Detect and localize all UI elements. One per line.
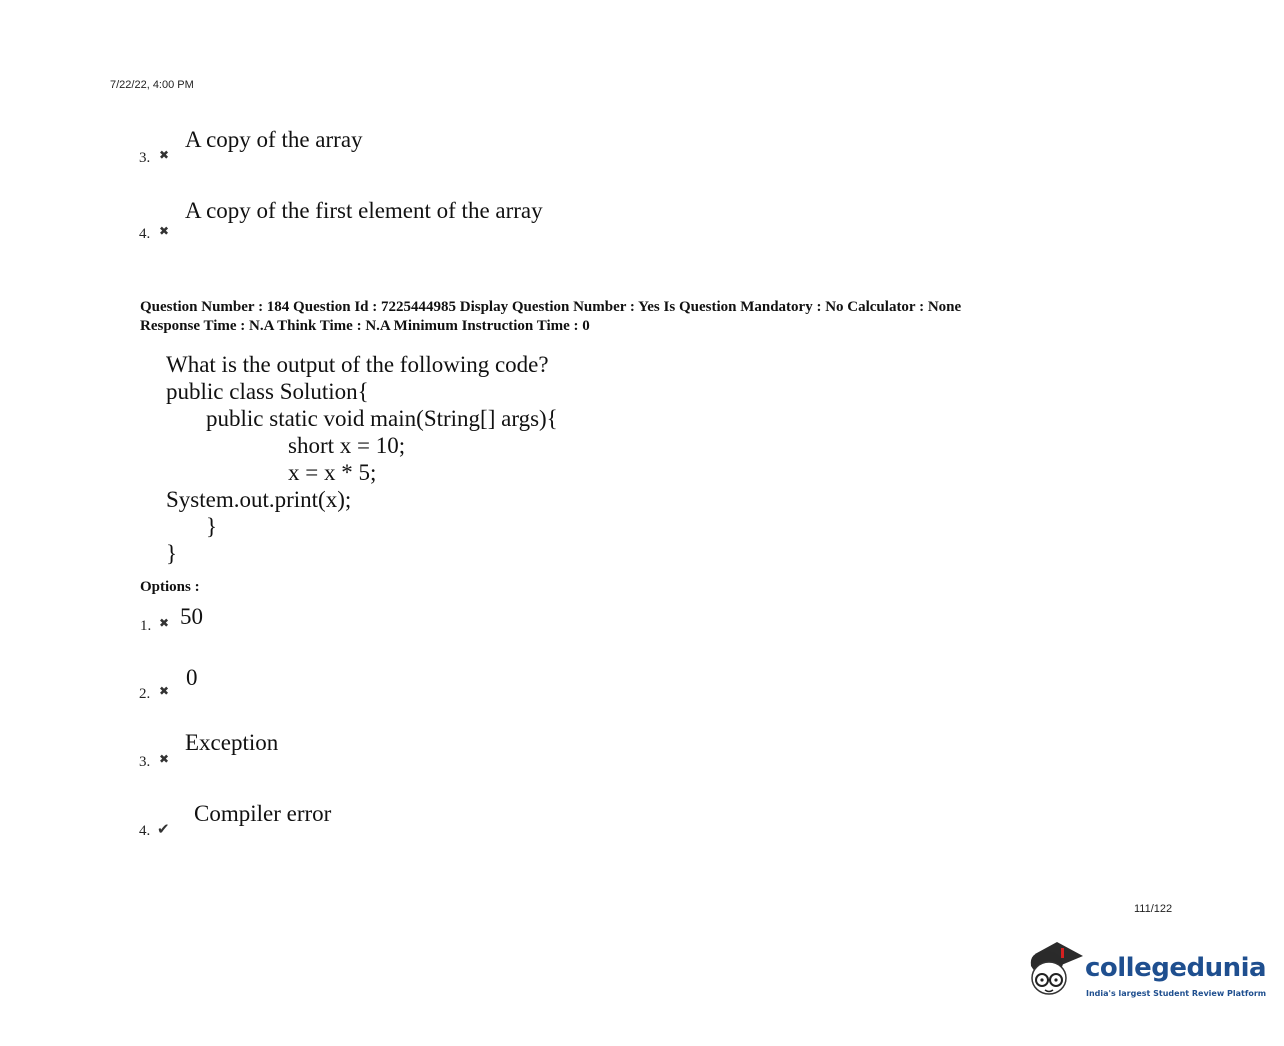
print-date: 7/22/22, 4:00 PM: [110, 79, 194, 91]
option-text: A copy of the array: [185, 127, 363, 152]
logo-name: collegedunia: [1085, 953, 1267, 983]
option-text: 0: [186, 665, 198, 690]
options-label: Options :: [140, 579, 200, 595]
cross-icon: ✖: [159, 224, 170, 238]
option-text: 50: [180, 604, 203, 629]
check-icon: ✔: [157, 820, 170, 838]
code-line: short x = 10;: [288, 433, 406, 458]
option-number: 4.: [139, 823, 151, 839]
cross-icon: ✖: [159, 616, 170, 630]
code-line: public static void main(String[] args){: [206, 406, 558, 431]
question-meta-line-2: Response Time : N.A Think Time : N.A Minimum Instruction Time : 0: [140, 318, 590, 334]
option-number: 3.: [139, 754, 151, 770]
option-text: Compiler error: [194, 801, 332, 826]
question-text: What is the output of the following code?: [166, 352, 549, 377]
mascot-logo-icon: [1025, 940, 1085, 1002]
code-line: x = x * 5;: [288, 460, 377, 485]
option-number: 2.: [139, 686, 151, 702]
cross-icon: ✖: [159, 752, 170, 766]
page-number: 111/122: [1134, 903, 1173, 915]
option-number: 1.: [140, 618, 152, 634]
cross-icon: ✖: [159, 684, 170, 698]
code-line: System.out.print(x);: [166, 487, 352, 512]
code-line: public class Solution{: [166, 379, 369, 404]
logo-tagline: India's largest Student Review Platform: [1086, 989, 1267, 998]
option-number: 3.: [139, 150, 151, 166]
option-number: 4.: [139, 226, 151, 242]
question-meta-line-1: Question Number : 184 Question Id : 7225444985 Display Question Number : Yes Is Question Mandatory : No Calculator : None: [140, 299, 962, 315]
code-line: }: [206, 514, 218, 539]
option-text: Exception: [185, 730, 279, 755]
cross-icon: ✖: [159, 148, 170, 162]
code-line: }: [166, 541, 178, 566]
option-text: A copy of the first element of the array: [185, 198, 543, 223]
